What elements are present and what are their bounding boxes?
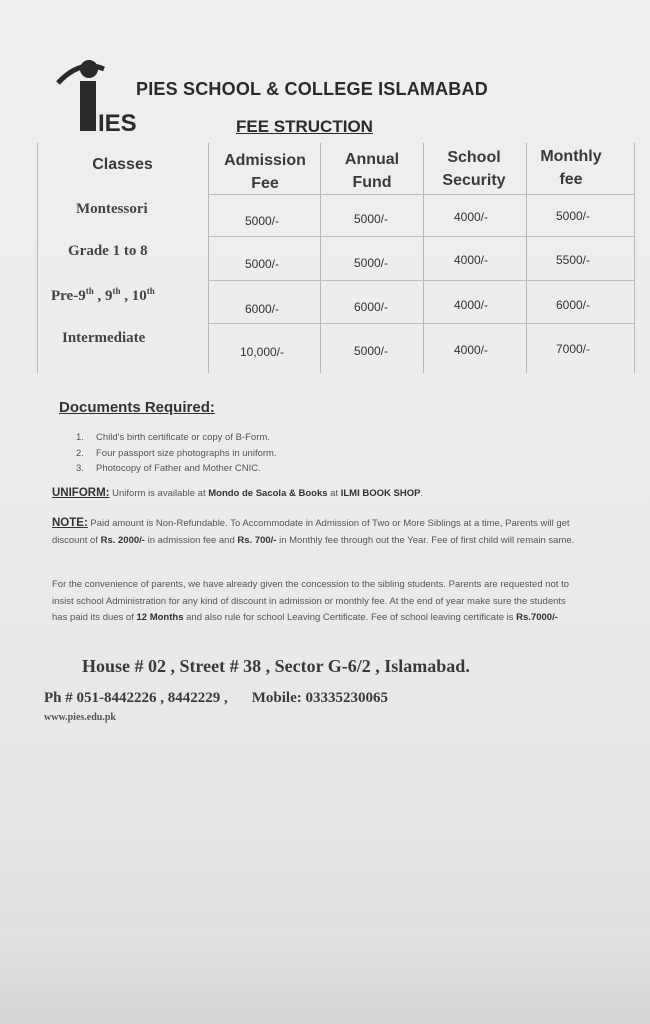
fee-cell: 4000/- — [453, 298, 489, 312]
class-label-part: Pre-9 — [51, 288, 86, 304]
documents-title: Documents Required: — [59, 399, 215, 416]
school-name: PIES SCHOOL & COLLEGE ISLAMABAD — [136, 79, 488, 99]
note-text: Paid amount is Non-Refundable. To Accommodate in Admission of Two or More Siblings at a time, Parents will get discount of — [52, 518, 570, 546]
fee-cell: 5000/- — [353, 344, 389, 358]
fee-cell: 5500/- — [555, 253, 591, 267]
note-text: in Monthly fee through out the Year. Fee of first child will remain same. — [276, 534, 575, 546]
column-header-classes: Classes — [92, 156, 153, 173]
concession-text: and also rule for school Leaving Certificate. Fee of school leaving certificate is — [183, 612, 517, 623]
list-item — [76, 446, 277, 462]
class-label-sup: th — [112, 286, 121, 296]
school-logo-icon — [52, 55, 137, 137]
mobile-number: Mobile: 03335230065 — [251, 690, 388, 706]
list-item — [76, 430, 277, 446]
column-header-security: School Security — [442, 149, 506, 189]
fee-cell: 5000/- — [353, 212, 389, 226]
list-item-number: 1. — [76, 432, 84, 443]
row-divider — [208, 236, 635, 237]
list-item-number: 3. — [76, 463, 84, 474]
column-header-monthly: Monthly fee — [540, 148, 602, 188]
class-label: Intermediate — [62, 330, 146, 346]
paper-fold — [0, 930, 650, 1024]
uniform-store: Mondo de Sacola & Books — [208, 488, 328, 499]
table-border-left — [37, 143, 38, 373]
note-amount: Rs. 700/- — [237, 534, 277, 546]
fee-cell: 4000/- — [453, 210, 489, 224]
class-label-sup: th — [85, 286, 94, 296]
note-text: in admission fee and — [144, 534, 238, 546]
concession-text: For the convenience of parents, we have already given the concession to the sibling students. Parents are requested not to insist school Administration for any kind of discount in admission or monthly fee. At the end of year make sure the students has paid its dues of — [52, 579, 570, 623]
fee-cell: 4000/- — [453, 253, 489, 267]
table-border-right — [634, 143, 635, 373]
list-item-number: 2. — [76, 447, 84, 459]
fee-cell: 6000/- — [244, 302, 280, 316]
list-item-text: Child's birth certificate or copy of B-Form. — [96, 432, 270, 443]
note-paragraph — [52, 515, 582, 549]
fee-cell: 5000/- — [244, 257, 280, 271]
fee-table — [37, 143, 635, 373]
fee-cell: 6000/- — [353, 300, 389, 314]
uniform-text: . — [420, 488, 424, 499]
fee-cell: 6000/- — [555, 298, 591, 312]
concession-amount: Rs.7000/- — [516, 612, 558, 623]
class-label-part: , 9 — [93, 288, 113, 304]
class-label: Montessori — [76, 201, 148, 217]
uniform-text: at — [327, 488, 341, 499]
uniform-paragraph — [52, 485, 582, 503]
phone-line — [44, 690, 388, 707]
concession-months: 12 Months — [136, 612, 184, 623]
address: House # 02 , Street # 38 , Sector G-6/2 , Islamabad. — [82, 656, 470, 676]
uniform-label: UNIFORM: — [52, 487, 110, 499]
concession-paragraph — [52, 577, 572, 627]
fee-cell: 10,000/- — [239, 345, 285, 359]
note-amount: Rs. 2000/- — [100, 534, 145, 546]
class-label-part: , 10 — [120, 288, 147, 304]
website: www.pies.edu.pk — [44, 712, 116, 723]
row-divider — [208, 280, 635, 281]
row-divider — [208, 323, 635, 324]
column-divider — [208, 143, 209, 373]
note-label: NOTE: — [52, 517, 88, 529]
fee-cell: 5000/- — [244, 214, 280, 228]
list-item — [76, 461, 277, 477]
page-title: FEE STRUCTION — [236, 117, 373, 136]
fee-cell: 4000/- — [453, 343, 489, 357]
fee-cell: 5000/- — [353, 256, 389, 270]
uniform-text: Uniform is available at — [109, 488, 209, 499]
fee-cell: 7000/- — [555, 342, 591, 356]
list-item-text: Four passport size photographs in uniform. — [96, 447, 277, 459]
column-header-admission: Admission Fee — [224, 152, 306, 192]
fee-cell: 5000/- — [555, 209, 591, 223]
class-label — [51, 286, 155, 305]
uniform-shop: ILMI BOOK SHOP — [340, 488, 421, 499]
logo-text: IES — [98, 110, 137, 137]
list-item-text: Photocopy of Father and Mother CNIC. — [96, 463, 261, 474]
class-label: Grade 1 to 8 — [68, 243, 148, 259]
documents-list — [76, 430, 277, 477]
phone-numbers: Ph # 051-8442226 , 8442229 , — [44, 690, 228, 706]
column-header-annual: Annual Fund — [344, 151, 400, 191]
class-label-sup: th — [146, 286, 155, 296]
